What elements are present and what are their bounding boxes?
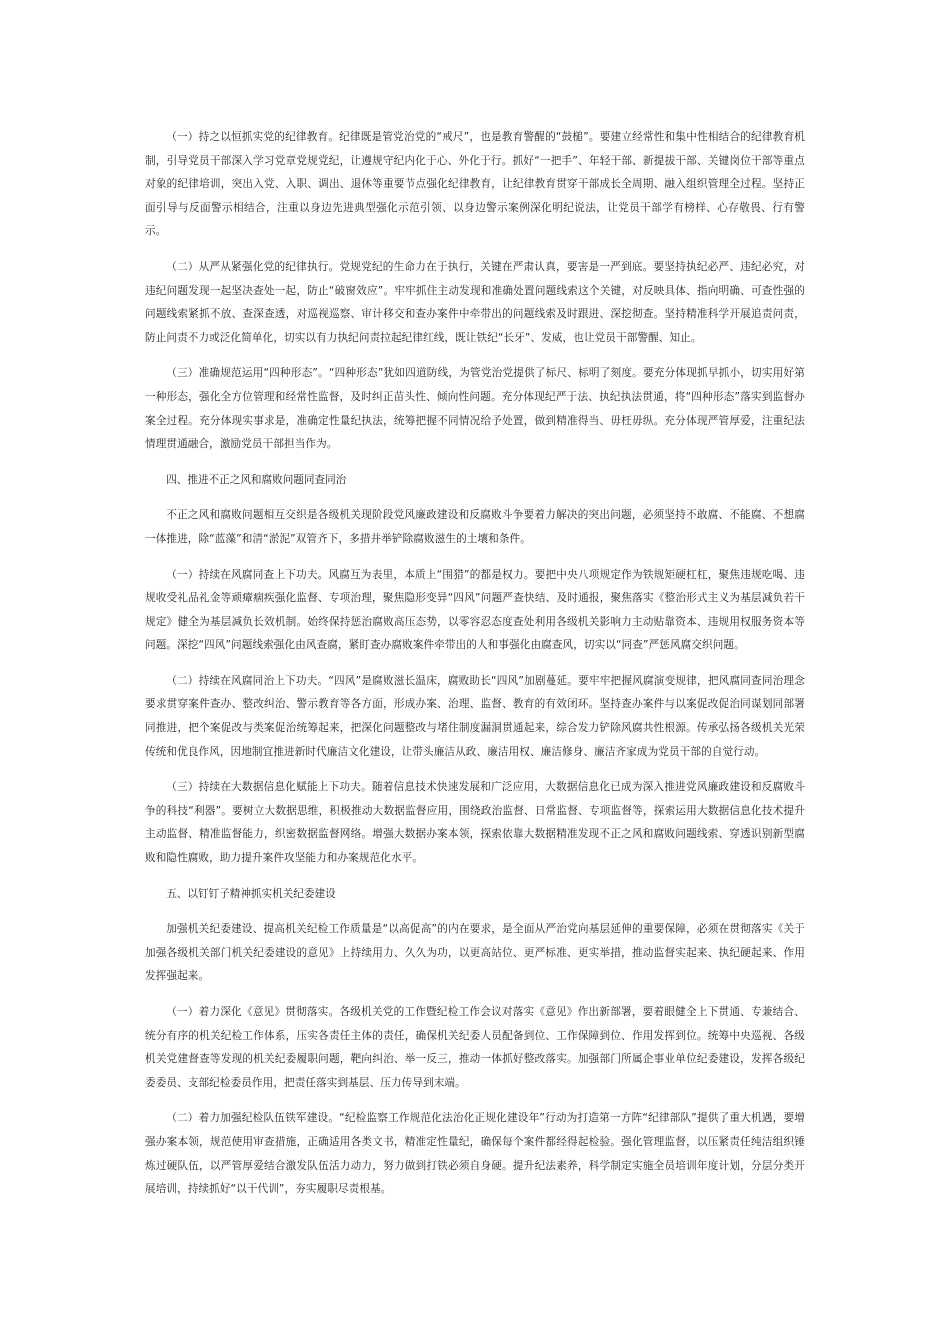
- paragraph: （三）持续在大数据信息化赋能上下功夫。随着信息技术快速发展和广泛应用，大数据信息化已成为深入推进党风廉政建设和反腐败斗争的科技“利器”。要树立大数据思维，积极推动大数据监督应用，围绕政治监督、日常监督、专项监督等，探索运用大数据信息化技术提升主动监督、精准监督能力，织密数据监督网络。增强大数据办案本领，探索依靠大数据精准发现不正之风和腐败问题线索、穿透识别新型腐败和隐性腐败，助力提升案件攻坚能力和办案规范化水平。: [145, 781, 805, 865]
- paragraph: （二）从严从紧强化党的纪律执行。党规党纪的生命力在于执行，关键在严肃认真，要害是一严到底。要坚持执纪必严、违纪必究，对违纪问题发现一起坚决查处一起，防止“破窗效应”。牢牢抓住主动发现和准确处置问题线索这个关键，对反映具体、指向明确、可查性强的问题线索紧抓不放、查深查透，对巡视巡察、审计移交和查办案件中牵带出的问题线索及时跟进、深挖彻查。坚持精准科学开展追责问责，防止问责不力或泛化简单化，切实以有力执纪问责拉起纪律红线，既让铁纪“长牙”、发威，也让党员干部警醒、知止。: [145, 260, 805, 344]
- document-body: [145, 126, 805, 1214]
- paragraph: （一）着力深化《意见》贯彻落实。各级机关党的工作暨纪检工作会议对落实《意见》作出新部署，要着眼健全上下贯通、专兼结合、统分有序的机关纪检工作体系，压实各责任主体的责任，确保机关纪委人员配备到位、工作保障到位、作用发挥到位。统筹中央巡视、各级机关党建督查等发现的机关纪委履职问题，靶向纠治、举一反三，推动一体抓好整改落实。加强部门所属企事业单位纪委建设，发挥各级纪委委员、支部纪检委员作用，把责任落实到基层、压力传导到末端。: [145, 1006, 805, 1089]
- paragraph: 加强机关纪委建设、提高机关纪检工作质量是“以高促高”的内在要求，是全面从严治党向基层延伸的重要保障，必须在贯彻落实《关于加强各级机关部门机关纪委建设的意见》上持续用力、久久为功，以更高站位、更严标准、更实举措，推动监督实起来、执纪硬起来、作用发挥强起来。: [145, 923, 805, 983]
- paragraph: （一）持续在风腐同查上下功夫。风腐互为表里，本质上“围猎”的都是权力。要把中央八项规定作为铁规矩硬杠杠，聚焦违规吃喝、违规收受礼品礼金等顽瘴痼疾强化监督、专项治理，聚焦隐形变异“四风”问题严查快结、及时通报，聚焦落实《整治形式主义为基层减负若干规定》健全为基层减负长效机制。始终保持惩治腐败高压态势，以零容忍态度查处利用各级机关影响力主动贴靠资本、违规用权服务资本等问题。深挖“四风”问题线索强化由风查腐，紧盯查办腐败案件牵带出的人和事强化由腐查风，切实以“同查”严惩风腐交织问题。: [145, 568, 805, 652]
- paragraph: （二）着力加强纪检队伍铁军建设。“纪检监察工作规范化法治化正规化建设年”行动为打造第一方阵“纪律部队”提供了重大机遇，要增强办案本领，规范使用审查措施，正确适用各类文书，精准定性量纪，确保每个案件都经得起检验。强化管理监督，以压紧责任纯洁组织锤炼过硬队伍，以严管厚爱结合激发队伍活力动力，努力做到打铁必须自身硬。提升纪法素养，科学制定实施全员培训年度计划，分层分类开展培训，持续抓好“以干代训”，夯实履职尽责根基。: [145, 1112, 805, 1196]
- paragraph: （三）准确规范运用“四种形态”。“四种形态”犹如四道防线，为管党治党提供了标尺、标明了刻度。要充分体现抓早抓小，切实用好第一种形态，强化全方位管理和经常性监督，及时纠正苗头性、倾向性问题。充分体现纪严于法、执纪执法贯通，将“四种形态”落实到监督办案全过程。充分体现实事求是，准确定性量纪执法，统筹把握不同情况给予处置，做到精准得当、毋枉毋纵。充分体现严管厚爱，注重纪法情理贯通融合，激励党员干部担当作为。: [145, 367, 805, 451]
- paragraph: （二）持续在风腐同治上下功夫。“四风”是腐败滋长温床，腐败助长“四风”加剧蔓延。要牢牢把握风腐演变规律，把风腐同查同治理念要求贯穿案件查办、整改纠治、警示教育等各方面，形成办案、治理、监督、教育的有效闭环。坚持查办案件与以案促改促治同谋划同部署同推进，把个案促改与类案促治统筹起来，把深化问题整改与堵住制度漏洞贯通起来，综合发力铲除风腐共性根源。传承弘扬各级机关光荣传统和优良作风，因地制宜推进新时代廉洁文化建设，让带头廉洁从政、廉洁用权、廉洁修身、廉洁齐家成为党员干部的自觉行动。: [145, 674, 805, 758]
- paragraph: 不正之风和腐败问题相互交织是各级机关现阶段党风廉政建设和反腐败斗争要着力解决的突出问题，必须坚持不敢腐、不能腐、不想腐一体推进，除“蓝藻”和清“淤泥”双管齐下，多措并举铲除腐败滋生的土壤和条件。: [145, 509, 805, 545]
- section-heading: 四、推进不正之风和腐败问题同查同治: [166, 473, 347, 486]
- section-heading: 五、以钉钉子精神抓实机关纪委建设: [166, 887, 336, 900]
- paragraph: （一）持之以恒抓实党的纪律教育。纪律既是管党治党的“戒尺”，也是教育警醒的“鼓槌”。要建立经常性和集中性相结合的纪律教育机制，引导党员干部深入学习党章党规党纪，让遵规守纪内化于心、外化于行。抓好“一把手”、年轻干部、新提拔干部、关键岗位干部等重点对象的纪律培训，突出入党、入职、调出、退休等重要节点强化纪律教育，让纪律教育贯穿干部成长全周期、融入组织管理全过程。坚持正面引导与反面警示相结合，注重以身边先进典型强化示范引领、以身边警示案例深化明纪说法，让党员干部学有榜样、心存敬畏、行有警示。: [145, 131, 805, 238]
